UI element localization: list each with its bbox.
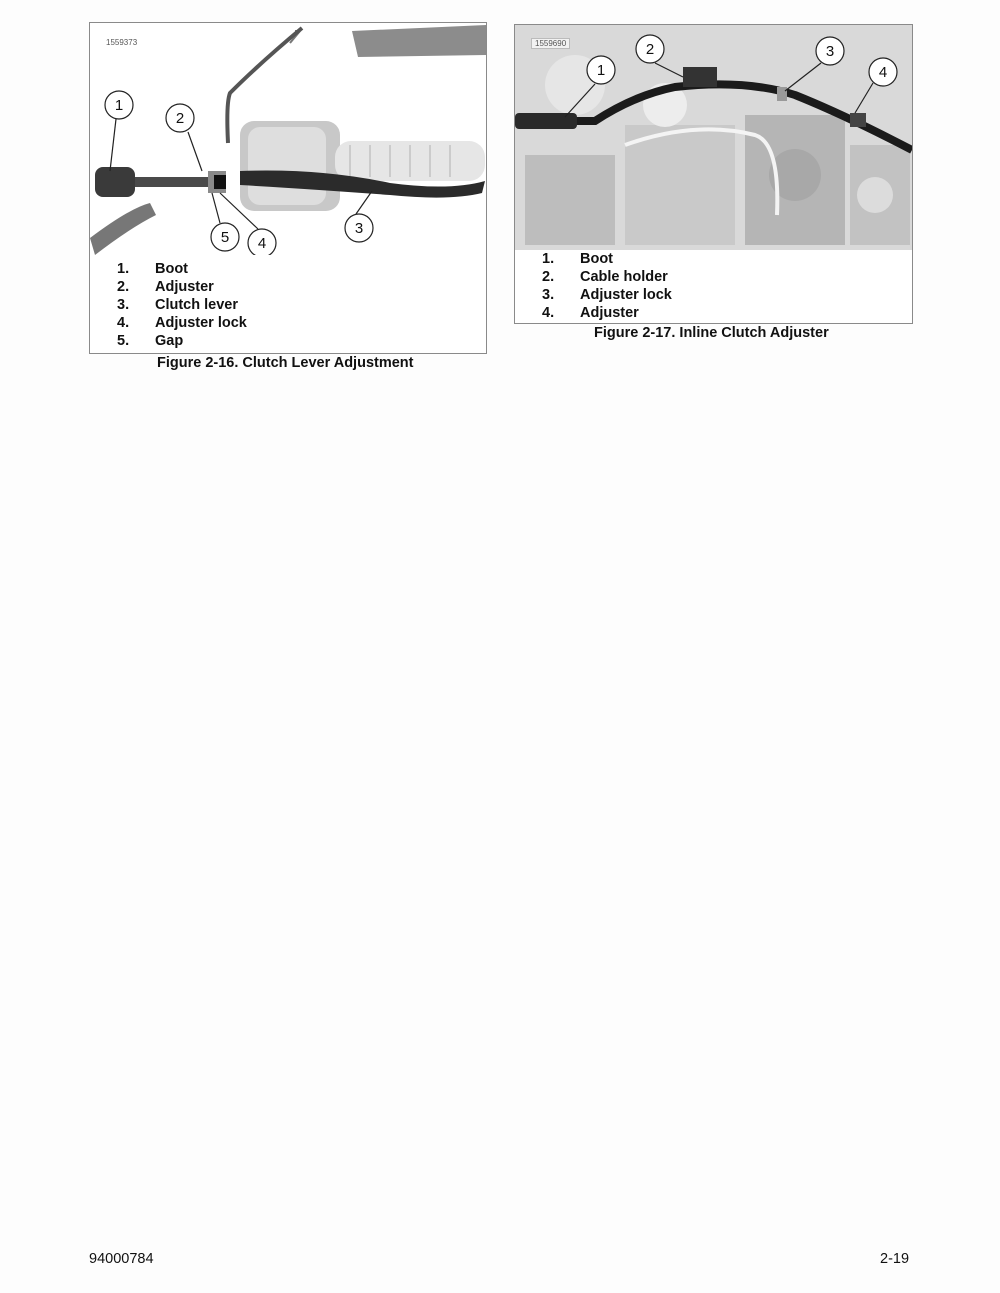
inline-adjuster-photo	[515, 25, 912, 250]
figure-legend	[542, 250, 672, 322]
callout-3: 3	[354, 220, 364, 237]
legend-item: 1. Boot	[542, 251, 614, 267]
callout-3: 3	[825, 43, 835, 60]
callout-4: 4	[878, 64, 888, 81]
legend-item: 3. Adjuster lock	[542, 287, 672, 303]
legend-item: 4. Adjuster	[542, 305, 639, 321]
legend-item: 2. Adjuster	[117, 279, 214, 295]
callout-1: 1	[114, 97, 124, 114]
page-number: 2-19	[880, 1251, 910, 1267]
document-number: 94000784	[89, 1251, 154, 1267]
photo-id: 1559373	[106, 38, 138, 47]
legend-item: 3. Clutch lever	[117, 297, 238, 313]
figure-legend	[117, 260, 247, 350]
figure-clutch-lever-adjustment	[89, 22, 487, 354]
figure-caption: Figure 2-16. Clutch Lever Adjustment	[157, 355, 414, 371]
photo-id: 1559690	[531, 38, 570, 49]
figure-caption: Figure 2-17. Inline Clutch Adjuster	[594, 325, 829, 341]
callout-4: 4	[257, 235, 267, 252]
figure-inline-clutch-adjuster	[514, 24, 913, 324]
legend-item: 5. Gap	[117, 333, 184, 349]
callout-1: 1	[596, 62, 606, 79]
clutch-lever-photo	[90, 23, 486, 255]
callout-5: 5	[220, 229, 230, 246]
callout-2: 2	[175, 110, 185, 127]
callout-2: 2	[645, 41, 655, 58]
legend-item: 4. Adjuster lock	[117, 315, 247, 331]
legend-item: 1. Boot	[117, 261, 189, 277]
legend-item: 2. Cable holder	[542, 269, 668, 285]
